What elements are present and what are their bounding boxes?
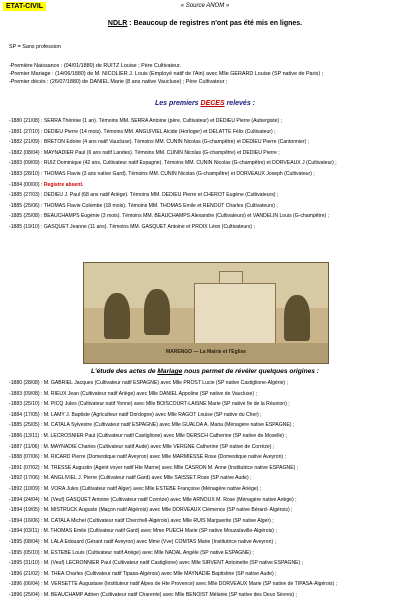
list-item: -1894 (19/05) : M. MISTRUCK Auguste (Maçon natif Algérois) avec Mlle DORVEAUX Clémence (SP native Bérard- Algérois) ; [9, 507, 293, 514]
list-item: -1882 (08/04) : MAYNADIER Paul (6 ans natif Landes). Témoins MM. CUNIN Nicolas (G-champêtre) et DEDIEU Pierre ; [9, 149, 280, 156]
photo-caption: MARENGO — La Mairie et l'Eglise [165, 349, 247, 355]
mariage-heading-pre: L'étude des actes de [90, 368, 158, 375]
list-item [9, 180, 404, 191]
list-item: -1894 (16/06) : M. CATALA Michel (Cultivateur natif Cherchell-Algérois) avec Mlle RUIS Marguerite (SP native Alger) ; [9, 517, 274, 524]
list-item: -1883 (25/10) : M. PICQ Jules (Cultivateur natif Yonne) avec Mlle BOISCOURT-LAISNE Marie (SP native Ile de la Réunion) ; [9, 401, 290, 408]
editor-note-prefix: NDLR [107, 20, 128, 27]
list-item: -1883 (09/08) : M. RIEUX Jean (Cultivateur natif Ariège) avec Mlle DANIEL Appoline (SP native de Vaucluse) ; [9, 390, 257, 397]
list-item: -1896 (21/02) : M. THEA Charles (Cultivateur natif Tipasa-Algérois) avec Mlle MAYNADIE Baptistine (SP native Aude) ; [9, 570, 277, 577]
abbreviation-note: SP = Sans profession [9, 44, 61, 50]
list-item: -1883 (09/09) : RUIZ Dominique (42 ans, Cultivateur natif Espagne). Témoins MM. CUNIN Nicolas (G-champêtre) et DORVEAUX J (Cultivateur) ; [9, 160, 337, 167]
mariage-heading [0, 367, 410, 376]
town-hall-photo [83, 262, 329, 364]
list-item: -1896 (25/04) : M. BEAUCHAMP Adrien (Cultivateur natif Charente) avec Mlle BENOIST Mélanie (SP native des Deux Sèvres) ; [9, 591, 297, 598]
first-marriage: -Premier Mariage : (14/06/1880) de M. NICOLIER J. Louis (Employé natif de l'Ain) avec Mlle GERARD Louise (SP native de Paris) ; [9, 71, 324, 77]
section-badge: ETAT-CIVIL [3, 2, 46, 11]
list-item: -1885 (25/08) : BEAUCHAMPS Eugénie (3 mois). Témoins MM. BEAUCHAMPS Alexandre (Cultivateurs) et VANDELIN Louis (G-champêtre) ; [9, 213, 329, 220]
list-item: -1895 (05/10) : M. ESTEBE Louis (Cultivateur natif Ariège) avec Mlle NADAL Angèle (SP native ESPAGNE) ; [9, 549, 254, 556]
photo-tree [284, 295, 310, 341]
list-item: -1885 (25/05) : M. CATALA Sylvestre (Cultivateur natif ESPAGNE) avec Mlle GUALDA A. Maria (Ménagère native ESPAGNE) ; [9, 422, 295, 429]
list-item: -1886 (13/11) : M. LECROSNIER Paul (Cultivateur natif Castiglione) avec Mlle DERSCH Catherine (SP native de Moselle) ; [9, 432, 287, 439]
photo-building [194, 283, 276, 345]
list-item: -1887 (11/06) : M. MAYNADIE Charles (Cultivateur natif Aude) avec Mlle VERGNE Catherine (SP native de Corrèze) ; [9, 443, 275, 450]
list-item: -1881 (27/10) : DEDIEU Pierre (14 mois). Témoins MM. ANGUIVIEL Alcide (Horloger) et DELATTE Félix (Cultivateur) ; [9, 128, 276, 135]
list-item: -1896 (06/04) : M. VERSETTE Augustave (Instituteur natif Alpes de Hte Provence) avec Mlle DORVEAUX Marie (SP native de TIPASA-Algérois) ; [9, 581, 338, 588]
deces-heading [0, 100, 410, 107]
list-item: -1892 (17/06) : M. ANGLIVIEL J. Pierre (Cultivateur natif Gard) avec Mlle SAISSET Rose (SP native Aude) ; [9, 475, 252, 482]
list-item: -1888 (07/06) : M. RICARD Pierre (Domestique natif Aveyron) avec Mlle MARMIESSE Rose (Domestique native Aveyron) ; [9, 454, 286, 461]
editor-note-text: : Beaucoup de registres n'ont pas été mis en lignes. [127, 20, 303, 27]
list-item: -1885 (27/03) : DEDIEU J. Paul (68 ans natif Ariège). Témoins MM. DEDIEU Pierre et CHEROT Eugène (Cultivateurs) ; [9, 192, 279, 199]
deces-heading-pre: Les premiers [154, 100, 201, 107]
list-item: -1891 (07/02) : M. TRESSE Augustin (Agent voyer natif Hte Marne) avec Mlle CASRON M. Anne (Institutrice native ESPAGNE) ; [9, 464, 299, 471]
first-birth: -Première Naissance : (04/01/1880) de RUITZ Louise ; Père Cultivateur. [9, 63, 181, 69]
source-line: « Source ANOM » [180, 3, 230, 9]
list-item: -1894 (24/04) : M. (Veuf) GASQUET Antoine (Cultivateur natif Corrèze) avec Mlle ARNOUX M. Rose (Ménagère native Ariège) ; [9, 496, 297, 503]
list-item: -1882 (21/09) : BRETON Edoire (4 ans natif Vaucluse). Témoins MM. CUNIN Nicolas (G-champêtre) et DEDIEU Pierre (Cantonnier) ; [9, 139, 310, 146]
list-item: -1884 (17/05) : M. LAMY J. Baptiste (Agriculteur natif Dordogne) avec Mlle RAGOT Louise (SP native du Cher) ; [9, 411, 262, 418]
list-item: -1894 (03/11) : M. THOMAS Emile (Cultivateur natif Gard) avec Mme PUECH Marie (SP native Mouzaïaville-Algérois) ; [9, 528, 277, 535]
photo-tree [144, 289, 170, 335]
list-item: -1892 (10/09) : M. VORA Jules (Cultivateur natif Alger) avec Mlle ESTEBE Françoise (Ménagère native Ariège) ; [9, 485, 262, 492]
list-item: -1895 (08/04) : M. LALA Edouard (Gérant natif Aveyron) avec Mme (Vve) COMTAS Marie (Institutrice native Aveyron) ; [9, 538, 276, 545]
list-item: -1885 (25/06) : THOMAS Flavie Colombe (18 mois). Témoins MM. THOMAS Emile et RENOUT Charles (Cultivateurs) ; [9, 202, 278, 209]
list-item-date: -1884 (00/00) : [9, 181, 44, 188]
list-item: -1880 (21/08) : SERRA Thérèse (1 an). Témoins MM. SERRA Antoine (père, Cultivateur) et DEDIEU Pierre (Aubergiste) ; [9, 118, 283, 124]
deces-heading-underlined: DECES [200, 100, 225, 107]
first-death: -Premier décès : (26/07/1880) de DANIEL Marie (8 ans native Vaucluse) ; Père Cultivateur ; [9, 79, 228, 85]
editor-note [0, 20, 410, 27]
mariage-list [9, 378, 404, 600]
list-item: -1883 (28/10) : THOMAS Flavie (3 ans native Gard). Témoins MM. CUNIN Nicolas (G-champêtre) et DORVEAUX Joseph (Cultivateur) ; [9, 170, 315, 177]
mariage-heading-underlined: Mariage [157, 368, 183, 375]
list-item: -1880 (28/08) : M. GABRIEL Jacques (Cultivateur natif ESPAGNE) avec Mlle PROST Lucie (SP native Castiglione-Algérie) ; [9, 380, 288, 386]
mariage-heading-post: nous permet de révéler quelques origines : [182, 368, 320, 375]
photo-tree [104, 293, 130, 339]
firsts-block [9, 62, 404, 86]
list-item: -1885 (19/10) : GASQUET Jeanne (11 ans). Témoins MM. GASQUET Antoine et PROIX Léon (Cultivateurs) ; [9, 223, 255, 230]
deces-heading-post: relevés : [224, 100, 255, 107]
absent-register: Registre absent. [43, 181, 84, 188]
deces-list [9, 116, 404, 233]
list-item: -1895 (31/10) : M. (Veuf) LECRONNIER Paul (Cultivateur natif Castiglione) avec Mlle SIRVENT Antoinette (SP native ESPAGNE) ; [9, 560, 304, 567]
